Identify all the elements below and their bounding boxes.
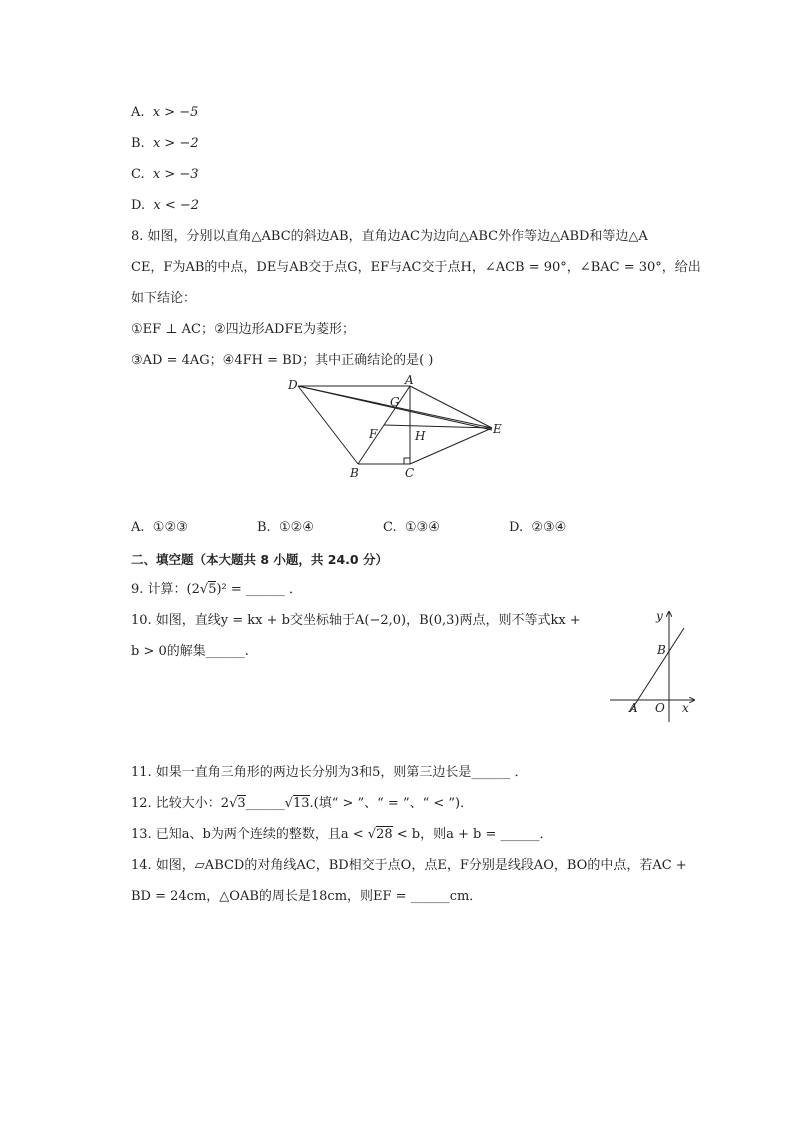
label-o: O xyxy=(655,701,665,715)
q9-suffix: )² = ______ ． xyxy=(216,582,303,597)
q12-suffix: .(填“ > ”、“ = ”、“ < ”)． xyxy=(309,796,474,811)
label-h: H xyxy=(415,429,426,443)
q7-option-d xyxy=(131,197,199,215)
label-f: F xyxy=(369,427,378,441)
option-label: C. xyxy=(131,167,145,182)
option-text: x < −2 xyxy=(153,198,200,213)
q10-line-2: b > 0的解集______. xyxy=(131,644,249,659)
option-label: D. xyxy=(509,520,524,535)
label-d: D xyxy=(288,378,298,392)
q8-line-2: CE，F为AB的中点，DE与AB交于点G，EF与AC交于点H，∠ACB = 90°，∠BAC = 30°，给出 xyxy=(131,260,701,275)
option-label: C. xyxy=(383,520,397,535)
option-label: B. xyxy=(131,136,145,151)
q10-graph-figure xyxy=(608,608,698,726)
q10-line-1: 10. 如图，直线y = kx + b交坐标轴于A(−2,0)，B(0,3)两点，则不等式kx + xyxy=(131,613,581,628)
option-label: A. xyxy=(131,520,145,535)
label-a: A xyxy=(629,701,638,715)
q13-suffix: < b，则a + b = ______． xyxy=(392,827,553,842)
option-text: ①②③ xyxy=(152,520,188,535)
q9-radicand: 5 xyxy=(208,582,217,597)
label-b: B xyxy=(350,466,359,480)
q8-geometry-figure xyxy=(280,372,510,484)
q8-line-5: ③AD = 4AG；④4FH = BD；其中正确结论的是( ) xyxy=(131,353,434,368)
sqrt-icon: √ xyxy=(199,582,209,597)
axis-y-label: y xyxy=(656,609,663,623)
q8-line-4: ①EF ⊥ AC；②四边形ADFE为菱形； xyxy=(131,322,355,337)
q13-prefix: 13. 已知a、b为两个连续的整数，且a < xyxy=(131,827,368,842)
option-text: ①③④ xyxy=(404,520,440,535)
q8-option-d xyxy=(509,519,566,537)
option-text: x > −2 xyxy=(152,136,199,151)
q8-line-3: 如下结论： xyxy=(131,291,197,306)
section-title: 二、填空题（本大题共 8 小题，共 24.0 分） xyxy=(131,552,388,567)
label-g: G xyxy=(390,395,400,409)
q7-option-c xyxy=(131,166,199,184)
question-13 xyxy=(131,826,553,844)
q9-prefix: 9. 计算：(2 xyxy=(131,582,200,597)
label-c: C xyxy=(405,466,415,480)
sqrt-icon: √ xyxy=(229,796,238,811)
q7-option-b xyxy=(131,135,199,153)
q12-radicand-2: 13 xyxy=(292,796,310,811)
label-b: B xyxy=(657,643,666,657)
option-text: ②③④ xyxy=(531,520,567,535)
option-label: B. xyxy=(257,520,271,535)
option-label: D. xyxy=(131,198,146,213)
question-9 xyxy=(131,581,302,599)
q8-line-1: 8. 如图，分别以直角△ABC的斜边AB，直角边AC为边向△ABC外作等边△ABD和等边△A xyxy=(131,229,648,244)
sqrt-icon: √ xyxy=(367,827,377,842)
option-label: A. xyxy=(131,105,145,120)
q13-radicand: 28 xyxy=(376,827,393,842)
q8-option-c xyxy=(383,519,440,537)
option-text: ①②④ xyxy=(278,520,314,535)
option-text: x > −3 xyxy=(152,167,199,182)
q8-option-b xyxy=(257,519,314,537)
q8-option-a xyxy=(131,519,188,537)
q12-blank: ______ xyxy=(245,796,285,811)
q7-option-a xyxy=(131,104,198,122)
question-11: 11. 如果一直角三角形的两边长分别为3和5，则第三边长是______ ． xyxy=(131,765,528,780)
q12-prefix: 12. 比较大小：2 xyxy=(131,796,230,811)
option-text: x > −5 xyxy=(152,105,199,120)
q14-line-2: BD = 24cm，△OAB的周长是18cm，则EF = ______cm． xyxy=(131,889,483,904)
sqrt-icon: √ xyxy=(284,796,293,811)
axis-x-label: x xyxy=(682,701,689,715)
question-12 xyxy=(131,795,473,813)
q14-line-1: 14. 如图，▱ABCD的对角线AC，BD相交于点O，点E，F分别是线段AO，BO的中点，若AC + xyxy=(131,858,687,873)
label-e: E xyxy=(493,422,502,436)
label-a: A xyxy=(405,373,414,387)
q12-radicand-1: 3 xyxy=(237,796,246,811)
